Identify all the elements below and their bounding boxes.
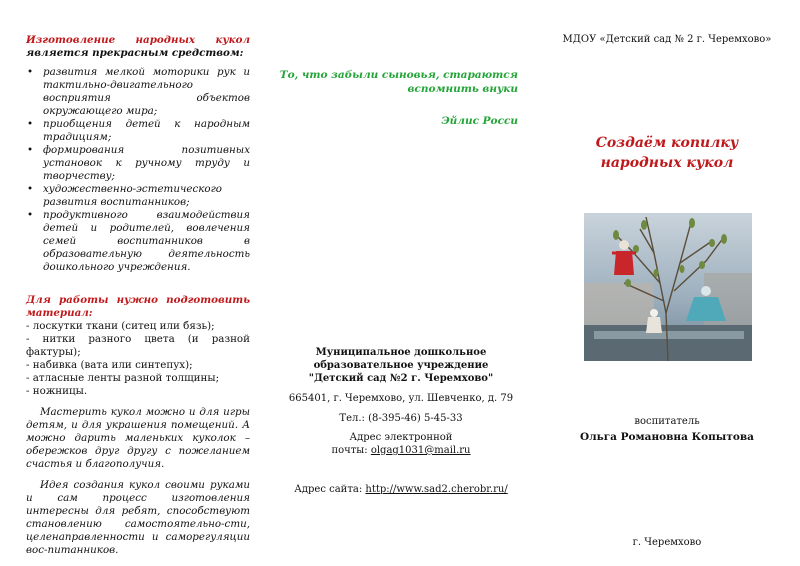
paragraph-idea: Идея создания кукол своими руками и сам процесс изготовления интересны для ребят, способствуют становлению самостоятельно-сти, целенаправленности и саморегуляции вос-питанников. — [26, 479, 250, 556]
postal-address: 665401, г. Черемхово, ул. Шевченко, д. 79 — [288, 393, 514, 404]
list-item: • продуктивного взаимодействия детей и родителей, вовлечения семей воспитанников в образовательную деятельность дошкольного учреждения. — [26, 209, 250, 274]
epigraph-line-2: вспомнить внуки — [407, 83, 518, 95]
list-item: • художественно-эстетического развития воспитанников; — [26, 183, 250, 209]
materials-section — [26, 294, 250, 557]
phone-number: Тел.: (8-395-46) 5-45-33 — [339, 413, 463, 424]
website-label: Адрес сайта: — [294, 484, 363, 495]
website-link[interactable]: http://www.sad2.cherobr.ru/ — [365, 484, 508, 495]
title-line-2: народных кукол — [600, 155, 734, 171]
list-item: • развития мелкой моторики рук и тактильно-двигательного восприятия объектов окружающего мира; — [26, 66, 250, 118]
email-line — [268, 444, 534, 457]
epigraph-author: Эйлис Росси — [441, 115, 518, 127]
materials-heading: Для работы нужно подготовить материал: — [26, 294, 250, 319]
list-item: - нитки разного цвета (и разной фактуры); — [26, 333, 250, 358]
intro-heading — [26, 34, 250, 60]
city-label: г. Черемхово — [632, 537, 702, 548]
dolls-photo-illustration — [584, 213, 752, 361]
intro-line-2: является прекрасным средством: — [26, 47, 244, 59]
org-line-1: Муниципальное дошкольное — [315, 347, 487, 358]
role-label: воспитатель — [634, 416, 700, 427]
benefits-list — [26, 66, 250, 274]
list-item: - ножницы. — [26, 385, 88, 397]
header-organization: МДОУ «Детский сад № 2 г. Черемхово» — [562, 34, 772, 45]
email-label-2: почты: — [331, 445, 368, 456]
list-item: - атласные ленты разной толщины; — [26, 372, 220, 384]
org-line-3: "Детский сад №2 г. Черемхово" — [308, 373, 494, 384]
org-line-2: образовательное учреждение — [313, 360, 489, 371]
list-item: • приобщения детей к народным традициям; — [26, 118, 250, 144]
paragraph-crafting: Мастерить кукол можно и для игры детям, и для украшения помещений. А можно дарить маленьких куколок – обережков друг другу с пожеланием счастья и благополучия. — [26, 406, 250, 470]
epigraph — [268, 68, 518, 96]
right-column — [534, 0, 800, 566]
list-item: • формирования позитивных установок к ручному труду и творчеству; — [26, 144, 250, 183]
website-line — [268, 483, 534, 496]
middle-column — [268, 0, 534, 566]
teacher-name: Ольга Романовна Копытова — [580, 431, 754, 443]
email-label: Адрес электронной — [349, 432, 453, 443]
brochure-title — [534, 133, 800, 173]
email-block — [268, 431, 534, 457]
list-item: - лоскутки ткани (ситец или бязь); — [26, 320, 215, 332]
email-link[interactable]: olgag1031@mail.ru — [370, 445, 471, 456]
organization-name — [268, 346, 534, 385]
intro-line-1: Изготовление народных кукол — [26, 34, 250, 46]
epigraph-line-1: То, что забыли сыновья, стараются — [279, 69, 518, 81]
materials-list — [26, 320, 250, 398]
list-item: - набивка (вата или синтепух); — [26, 359, 193, 371]
dolls-photo — [584, 213, 752, 361]
left-column — [0, 0, 268, 566]
title-line-1: Создаём копилку — [595, 135, 739, 151]
